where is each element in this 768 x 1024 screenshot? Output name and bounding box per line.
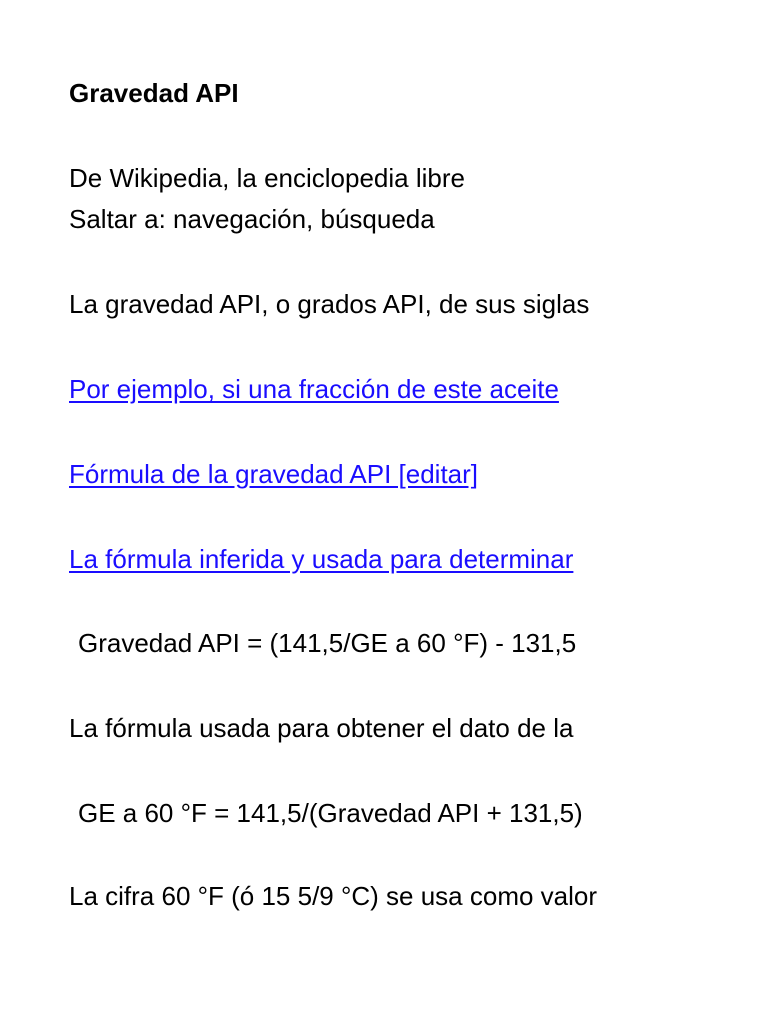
example-link[interactable]: Por ejemplo, si una fracción de este aceite (69, 374, 559, 404)
api-gravity-formula: Gravedad API = (141,5/GE a 60 °F) - 131,5 (78, 628, 577, 658)
formula-used-paragraph: La fórmula usada para obtener el dato de la (69, 713, 574, 743)
source-subtitle: De Wikipedia, la enciclopedia libre (69, 163, 465, 193)
inferred-formula-link[interactable]: La fórmula inferida y usada para determinar (69, 544, 574, 574)
specific-gravity-formula: GE a 60 °F = 141,5/(Gravedad API + 131,5) (78, 798, 583, 828)
jump-to-navigation-text: Saltar a: navegación, búsqueda (69, 204, 435, 234)
intro-paragraph: La gravedad API, o grados API, de sus siglas (69, 289, 590, 319)
page-title: Gravedad API (69, 78, 239, 108)
formula-heading-link[interactable]: Fórmula de la gravedad API [editar] (69, 459, 479, 489)
temperature-paragraph: La cifra 60 °F (ó 15 5/9 °C) se usa como valor (69, 881, 598, 911)
